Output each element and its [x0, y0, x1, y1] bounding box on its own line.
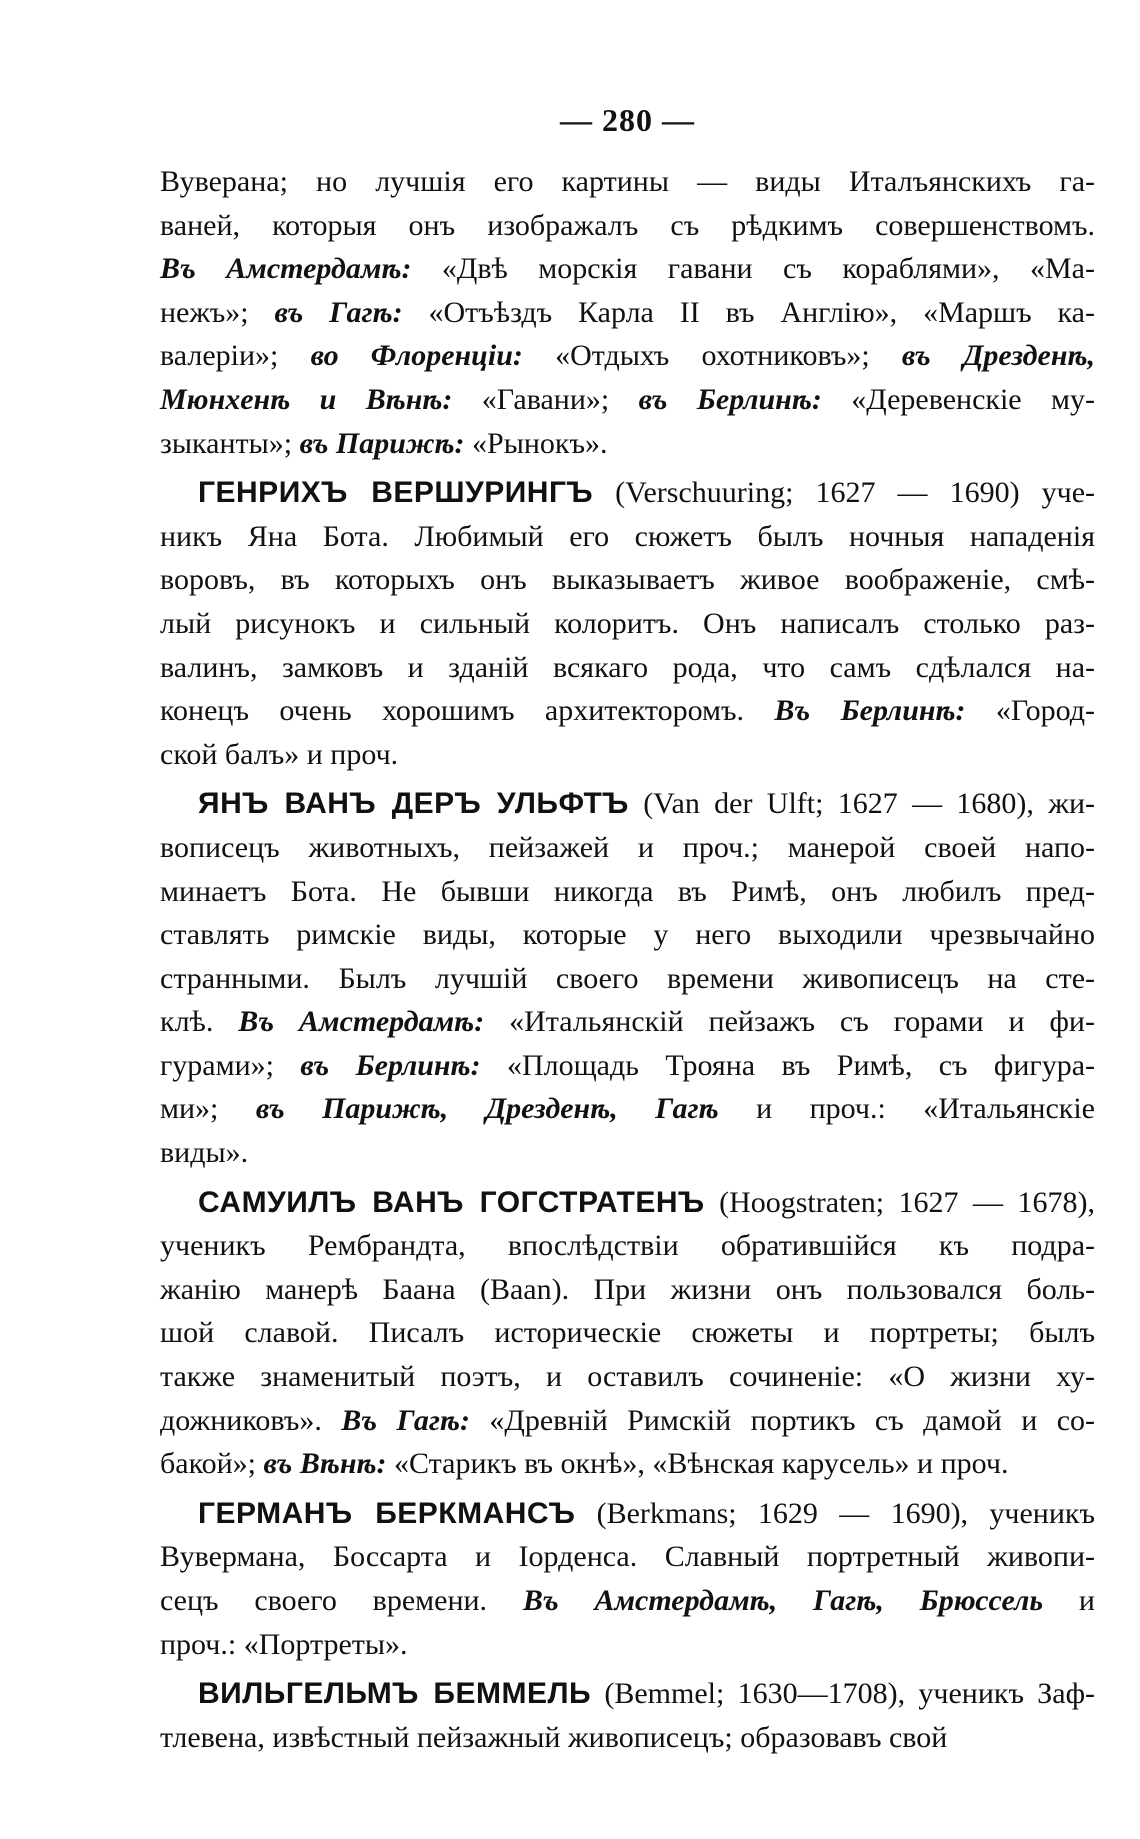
text-run: ваней, которыя онъ изображалъ съ рѣдкимъ совершенствомъ. — [160, 208, 1095, 242]
text-line — [160, 1224, 1095, 1268]
text-run: «Итальянскiй пейзажъ съ горами и фи- — [484, 1005, 1095, 1039]
location-italic: во Флоренцiи: — [310, 339, 523, 373]
location-italic: Въ Гагѣ: — [341, 1403, 470, 1437]
entry-name: ВИЛЬГЕЛЬМЪ БЕММЕЛЬ — [198, 1677, 592, 1711]
text-run: конецъ очень хорошимъ архитекторомъ. — [160, 694, 775, 728]
text-run: «Двѣ морскiя гавани съ кораблями», «Ма- — [411, 252, 1095, 286]
text-run: ми»; — [160, 1092, 256, 1126]
location-italic: въ Берлинѣ: — [300, 1048, 481, 1082]
paragraph — [160, 782, 1095, 1180]
text-run: валинъ, замковъ и зданiй всякаго рода, что самъ сдѣлался на- — [160, 650, 1095, 684]
text-run: Вуверaна; но лучшiя его картины — виды Италъянскихъ га- — [160, 165, 1095, 198]
text-line — [160, 1623, 1095, 1667]
page-number: — 280 — — [560, 102, 695, 138]
text-run: «Древнiй Римскiй портикъ съ дамой и со- — [469, 1403, 1095, 1437]
text-line — [160, 1399, 1095, 1443]
text-run: шой славой. Писалъ историческiе сюжеты и портреты; былъ — [160, 1316, 1095, 1350]
text-body — [160, 160, 1095, 1759]
text-run: бакой»; — [160, 1447, 264, 1481]
paragraph — [160, 1181, 1095, 1492]
text-run: также знаменитый поэтъ, и оставилъ сочиненiе: «О жизни ху- — [160, 1360, 1095, 1394]
text-line — [160, 957, 1095, 1001]
text-run: виды». — [160, 1136, 249, 1170]
text-run: сецъ своего времени. — [160, 1584, 523, 1617]
text-line — [160, 378, 1095, 422]
text-line — [160, 602, 1095, 646]
text-run: жанiю манерѣ Баана (Baan). При жизни онъ пользовался боль- — [160, 1272, 1095, 1306]
book-page — [160, 100, 1095, 1800]
text-line — [160, 471, 1095, 515]
text-line — [160, 204, 1095, 248]
entry-name: САМУИЛЪ ВАНЪ ГОГСТРАТЕНЪ — [198, 1185, 705, 1219]
text-run: проч.: «Портреты». — [160, 1627, 408, 1661]
text-line — [160, 1087, 1095, 1131]
text-line — [160, 782, 1095, 826]
text-line — [160, 870, 1095, 914]
location-italic: Въ Амстердамѣ: — [238, 1005, 485, 1039]
text-run: (Bemmel; 1630—1708), ученикъ Заф- — [591, 1677, 1096, 1711]
text-line — [160, 733, 1095, 777]
text-line — [160, 689, 1095, 733]
entry-name: ГЕНРИХЪ ВЕРШУРИНГЪ — [198, 476, 594, 510]
text-line — [160, 826, 1095, 870]
paragraph — [160, 471, 1095, 782]
text-run: нежъ»; — [160, 295, 275, 329]
text-line — [160, 1355, 1095, 1399]
text-run: клѣ. — [160, 1005, 239, 1039]
text-run: странными. Былъ лучшiй своего времени живописецъ на сте- — [160, 961, 1095, 995]
entry-name: ЯНЪ ВАНЪ ДЕРЪ УЛЬФТЪ — [198, 787, 629, 821]
text-run: Вувермана, Боссарта и Iорденса. Славный портретный живопи- — [160, 1540, 1095, 1574]
paragraph — [160, 1492, 1095, 1672]
text-run: ученикъ Рембрандта, впослѣдствiи обратившiйся къ подра- — [160, 1229, 1095, 1263]
text-line — [160, 515, 1095, 559]
text-run: «Старикъ въ окнѣ», «Вѣнская карусель» и проч. — [386, 1447, 1009, 1481]
text-run: тлевена, извѣстный пейзажный живописецъ; образовавъ свой — [160, 1720, 948, 1754]
text-line — [160, 913, 1095, 957]
text-line — [160, 1131, 1095, 1175]
text-line — [160, 1311, 1095, 1355]
text-line — [160, 1268, 1095, 1312]
text-run: дожниковъ». — [160, 1403, 342, 1437]
location-italic: въ Берлинѣ: — [638, 382, 822, 416]
text-run: ской балъ» и проч. — [160, 737, 399, 771]
text-line — [160, 1535, 1095, 1579]
text-run: «Площадь Трояна въ Римѣ, съ фигура- — [480, 1048, 1096, 1082]
text-run: «Рынокъ». — [464, 426, 608, 460]
text-run: (Verschuuring; 1627 — 1690) уче- — [593, 476, 1096, 510]
text-run: гурами»; — [160, 1048, 301, 1082]
location-italic: Въ Амстердамѣ, Гагѣ, Брюссель — [522, 1584, 1044, 1617]
text-line — [160, 1492, 1095, 1536]
text-run: зыканты»; — [160, 426, 300, 460]
text-run: и проч.: «Итальянскiе — [718, 1092, 1095, 1126]
location-italic: въ Парижѣ: — [299, 426, 465, 460]
text-run: (Hoogstraten; 1627 — 1678), — [704, 1185, 1095, 1219]
location-italic: Мюнхенѣ и Вѣнѣ: — [160, 382, 453, 416]
text-line — [160, 1044, 1095, 1088]
location-italic: Въ Берлинѣ: — [774, 694, 966, 728]
text-line — [160, 1181, 1095, 1225]
text-run: лый рисунокъ и сильный колоритъ. Онъ написалъ столько раз- — [160, 606, 1095, 640]
text-run: воровъ, въ которыхъ онъ выказываетъ живое воображенiе, смѣ- — [160, 563, 1095, 597]
text-line — [160, 247, 1095, 291]
text-run: валерiи»; — [160, 339, 311, 373]
text-line — [160, 1000, 1095, 1044]
entry-name: ГЕРМАНЪ БЕРКМАНСЪ — [198, 1496, 576, 1530]
text-line — [160, 422, 1095, 466]
text-run: и — [1043, 1584, 1095, 1617]
text-line — [160, 1672, 1095, 1716]
text-run: (Van der Ulft; 1627 — 1680), жи- — [628, 787, 1096, 821]
location-italic: Въ Амстердамѣ: — [160, 252, 412, 286]
text-run: «Отдыхъ охотниковъ»; — [522, 339, 902, 373]
text-line — [160, 334, 1095, 378]
text-line — [160, 558, 1095, 602]
text-run: минаетъ Бота. Не бывши никогда въ Римѣ, онъ любилъ пред- — [160, 874, 1095, 908]
paragraph — [160, 160, 1095, 471]
location-italic: въ Дрезденѣ, — [901, 339, 1096, 373]
location-italic: въ Гагѣ: — [274, 295, 403, 329]
text-line — [160, 1716, 1095, 1760]
text-run: ставлять римскiе виды, которые у него выходили чрезвычайно — [160, 918, 1095, 952]
text-run: никъ Яна Бота. Любимый его сюжетъ былъ ночныя нападенiя — [160, 519, 1095, 553]
location-italic: въ Вѣнѣ: — [263, 1447, 387, 1481]
text-line — [160, 646, 1095, 690]
text-line — [160, 1442, 1095, 1486]
text-line — [160, 291, 1095, 335]
text-run: «Гавани»; — [452, 382, 639, 416]
text-run: «Деревенскiе му- — [821, 382, 1095, 416]
text-run: «Город- — [965, 694, 1095, 728]
text-line — [160, 1579, 1095, 1623]
text-line — [160, 160, 1095, 204]
text-run: (Berkmans; 1629 — 1690), ученикъ — [575, 1496, 1095, 1530]
location-italic: въ Парижѣ, Дрезденѣ, Гагѣ — [255, 1092, 719, 1126]
paragraph — [160, 1672, 1095, 1759]
text-run: «Отъѣздъ Карла II въ Англiю», «Маршъ ка- — [402, 295, 1095, 329]
text-run: вописецъ животныхъ, пейзажей и проч.; манерой своей напо- — [160, 830, 1095, 864]
